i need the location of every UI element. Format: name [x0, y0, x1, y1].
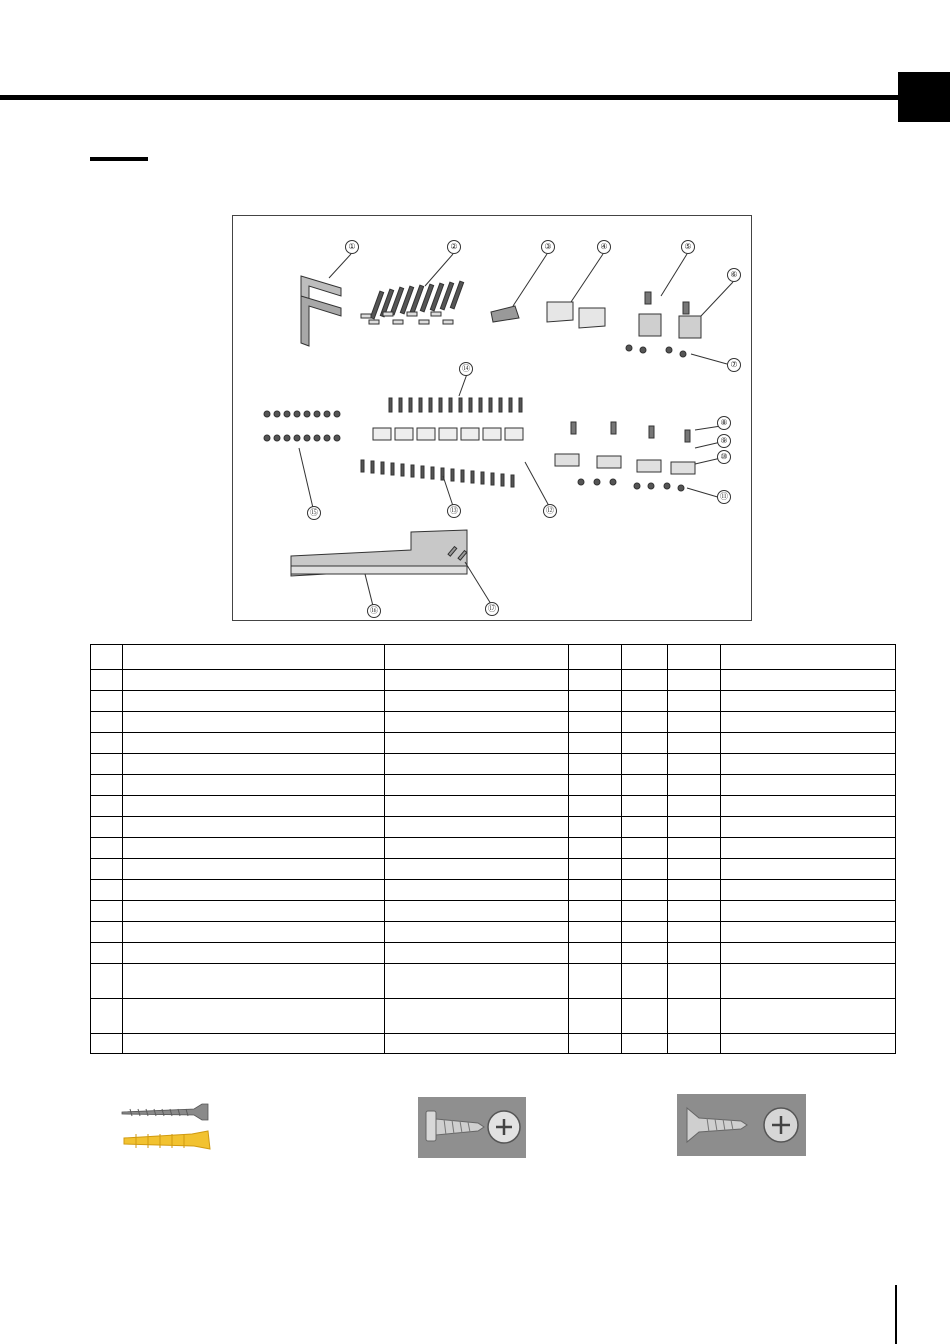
table-cell [622, 838, 668, 859]
table-cell [123, 754, 385, 775]
callout-14: ⑭ [459, 362, 473, 376]
table-cell [569, 712, 622, 733]
table-cell [668, 691, 721, 712]
table-cell [622, 943, 668, 964]
table-cell [668, 964, 721, 999]
callout-3: ③ [541, 240, 555, 254]
table-cell [668, 754, 721, 775]
section-tab [898, 72, 950, 122]
table-cell [123, 712, 385, 733]
table-cell [91, 964, 123, 999]
table-cell [622, 712, 668, 733]
table-cell [721, 645, 896, 670]
table-cell [721, 796, 896, 817]
section-heading-mark [90, 157, 148, 161]
table-cell [721, 901, 896, 922]
table-cell [622, 733, 668, 754]
table-cell [622, 901, 668, 922]
table-cell [385, 754, 569, 775]
plastic-anchor-icon [124, 1131, 210, 1149]
table-row [91, 922, 896, 943]
callout-15: ⑮ [307, 506, 321, 520]
table-cell [123, 796, 385, 817]
table-cell [385, 712, 569, 733]
phillips-head-icon [764, 1108, 798, 1142]
table-cell [385, 733, 569, 754]
table-row [91, 796, 896, 817]
table-cell [91, 817, 123, 838]
callout-1: ① [345, 240, 359, 254]
callout-11: ⑪ [717, 490, 731, 504]
table-cell [91, 943, 123, 964]
callout-2: ② [447, 240, 461, 254]
table-cell [123, 817, 385, 838]
callout-6: ⑥ [727, 268, 741, 282]
table-cell [123, 1034, 385, 1054]
table-cell [721, 670, 896, 691]
table-cell [622, 1034, 668, 1054]
table-cell [91, 733, 123, 754]
table-cell [622, 670, 668, 691]
table-cell [569, 901, 622, 922]
table-row [91, 754, 896, 775]
page-side-rule [895, 1285, 897, 1344]
table-cell [569, 922, 622, 943]
table-cell [569, 691, 622, 712]
table-cell [91, 880, 123, 901]
table-cell [668, 943, 721, 964]
table-cell [385, 859, 569, 880]
table-cell [123, 943, 385, 964]
table-cell [569, 754, 622, 775]
table-cell [569, 838, 622, 859]
table-cell [123, 859, 385, 880]
table-cell [569, 964, 622, 999]
table-cell [721, 838, 896, 859]
table-cell [123, 691, 385, 712]
table-cell [721, 1034, 896, 1054]
callout-8: ⑧ [717, 416, 731, 430]
table-cell [668, 901, 721, 922]
flange-head-screw-photo [418, 1097, 526, 1158]
table-cell [91, 645, 123, 670]
table-cell [721, 964, 896, 999]
table-cell [123, 733, 385, 754]
table-cell [721, 775, 896, 796]
table-cell [123, 838, 385, 859]
table-cell [668, 999, 721, 1034]
flange-screw-side-icon [426, 1111, 484, 1141]
table-cell [123, 901, 385, 922]
table-row [91, 691, 896, 712]
countersunk-screw-side-icon [687, 1108, 747, 1142]
table-cell [123, 964, 385, 999]
table-cell [622, 859, 668, 880]
table-cell [385, 964, 569, 999]
tapping-screw-icon [122, 1104, 208, 1120]
table-cell [668, 712, 721, 733]
table-cell [123, 922, 385, 943]
table-cell [91, 796, 123, 817]
table-cell [385, 943, 569, 964]
callout-9: ⑨ [717, 434, 731, 448]
table-cell [123, 999, 385, 1034]
table-cell [385, 1034, 569, 1054]
header-rule [0, 95, 900, 100]
table-cell [668, 775, 721, 796]
table-cell [385, 880, 569, 901]
table-cell [622, 964, 668, 999]
table-cell [91, 838, 123, 859]
table-cell [385, 999, 569, 1034]
table-cell [91, 922, 123, 943]
table-cell [385, 901, 569, 922]
table-cell [91, 901, 123, 922]
table-cell [622, 880, 668, 901]
table-cell [668, 838, 721, 859]
table-cell [668, 1034, 721, 1054]
table-cell [668, 645, 721, 670]
table-cell [569, 796, 622, 817]
table-cell [622, 999, 668, 1034]
table-cell [91, 859, 123, 880]
table-row [91, 817, 896, 838]
table-row [91, 838, 896, 859]
table-cell [569, 670, 622, 691]
table-cell [721, 859, 896, 880]
callout-12: ⑫ [543, 504, 557, 518]
callout-13: ⑬ [447, 504, 461, 518]
table-row [91, 645, 896, 670]
table-cell [668, 733, 721, 754]
table-cell [91, 775, 123, 796]
wall-anchor-screw-photo [118, 1100, 218, 1160]
table-cell [721, 943, 896, 964]
table-cell [385, 691, 569, 712]
table-cell [91, 754, 123, 775]
table-cell [668, 796, 721, 817]
table-cell [569, 1034, 622, 1054]
table-cell [622, 922, 668, 943]
table-row [91, 943, 896, 964]
table-row [91, 859, 896, 880]
table-cell [569, 817, 622, 838]
table-cell [721, 817, 896, 838]
table-row [91, 964, 896, 999]
table-cell [569, 733, 622, 754]
parts-drawing [233, 216, 753, 622]
table-cell [622, 754, 668, 775]
table-cell [668, 670, 721, 691]
table-cell [668, 859, 721, 880]
table-cell [385, 796, 569, 817]
table-row [91, 712, 896, 733]
table-row [91, 775, 896, 796]
table-cell [721, 712, 896, 733]
callout-5: ⑤ [681, 240, 695, 254]
table-row [91, 670, 896, 691]
table-cell [123, 670, 385, 691]
table-cell [622, 775, 668, 796]
table-cell [721, 691, 896, 712]
table-cell [91, 1034, 123, 1054]
table-cell [622, 817, 668, 838]
table-cell [668, 880, 721, 901]
table-cell [668, 922, 721, 943]
parts-table [90, 644, 896, 1054]
callout-16: ⑯ [367, 604, 381, 618]
callout-4: ④ [597, 240, 611, 254]
table-row [91, 733, 896, 754]
table-cell [569, 859, 622, 880]
parts-illustration [232, 215, 752, 621]
table-cell [123, 880, 385, 901]
parts-table-body [91, 645, 896, 1054]
table-cell [123, 775, 385, 796]
table-cell [385, 838, 569, 859]
callout-17: ⑰ [485, 602, 499, 616]
table-cell [569, 999, 622, 1034]
table-cell [622, 645, 668, 670]
table-row [91, 880, 896, 901]
table-row [91, 999, 896, 1034]
countersunk-screw-photo [677, 1094, 806, 1156]
callout-7: ⑦ [727, 358, 741, 372]
table-cell [569, 645, 622, 670]
table-cell [385, 817, 569, 838]
table-cell [622, 796, 668, 817]
phillips-head-icon [488, 1111, 520, 1143]
table-cell [91, 712, 123, 733]
table-cell [385, 645, 569, 670]
table-cell [91, 691, 123, 712]
table-cell [721, 880, 896, 901]
table-cell [569, 943, 622, 964]
callout-10: ⑩ [717, 450, 731, 464]
table-cell [91, 999, 123, 1034]
table-row [91, 901, 896, 922]
table-cell [123, 645, 385, 670]
table-cell [721, 999, 896, 1034]
table-cell [569, 775, 622, 796]
table-cell [385, 922, 569, 943]
table-cell [721, 754, 896, 775]
table-cell [569, 880, 622, 901]
table-cell [385, 775, 569, 796]
table-cell [721, 733, 896, 754]
table-row [91, 1034, 896, 1054]
table-cell [668, 817, 721, 838]
table-cell [622, 691, 668, 712]
table-cell [721, 922, 896, 943]
part-1-brackets [301, 276, 341, 346]
table-cell [385, 670, 569, 691]
table-cell [91, 670, 123, 691]
